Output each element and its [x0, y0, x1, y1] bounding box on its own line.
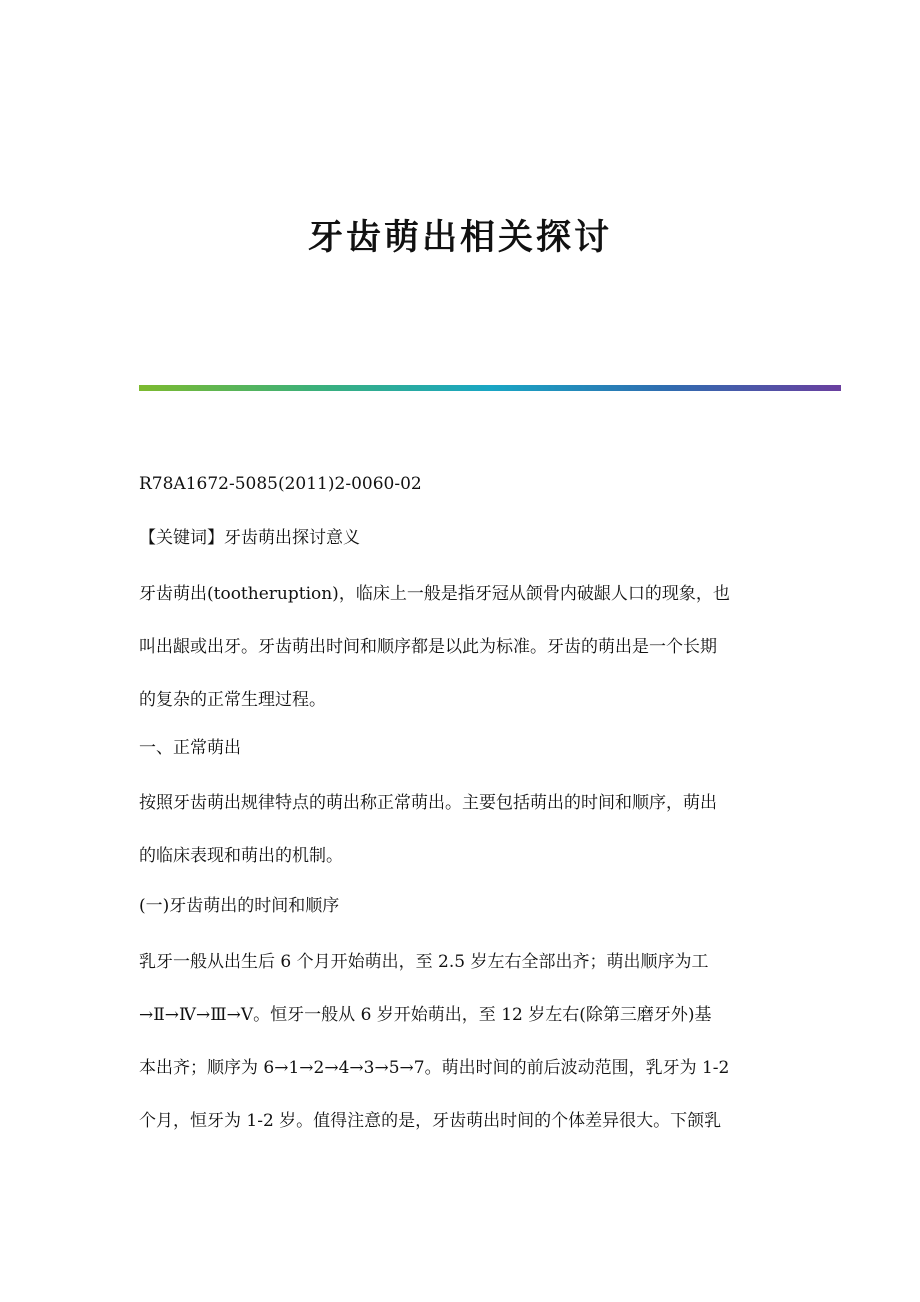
section1-paragraph [139, 777, 784, 883]
paragraph-line: 本出齐；顺序为 6→1→2→4→3→5→7。萌出时间的前后波动范围，乳牙为 1-2 [139, 1058, 730, 1078]
subsection1-paragraph [139, 936, 784, 1148]
title-divider [139, 385, 841, 391]
classification-code: R78A1672-5085(2011)2-0060-02 [139, 474, 422, 494]
paragraph-line: 个月，恒牙为 1-2 岁。值得注意的是，牙齿萌出时间的个体差异很大。下颌乳 [139, 1111, 722, 1131]
intro-paragraph [139, 568, 784, 727]
document-title: 牙齿萌出相关探讨 [307, 217, 612, 258]
keywords-line: 【关键词】牙齿萌出探讨意义 [139, 528, 360, 548]
paragraph-line: 乳牙一般从出生后 6 个月开始萌出，至 2.5 岁左右全部出齐；萌出顺序为工 [139, 952, 709, 972]
paragraph-line: →Ⅱ→Ⅳ→Ⅲ→V。恒牙一般从 6 岁开始萌出，至 12 岁左右(除第三磨牙外)基 [139, 1005, 712, 1025]
paragraph-line: 的复杂的正常生理过程。 [139, 690, 326, 710]
paragraph-line: 按照牙齿萌出规律特点的萌出称正常萌出。主要包括萌出的时间和顺序，萌出 [139, 793, 717, 813]
paragraph-line: 牙齿萌出(tootheruption)，临床上一般是指牙冠从颌骨内破龈人口的现象，也 [139, 584, 730, 604]
paragraph-line: 的临床表现和萌出的机制。 [139, 846, 343, 866]
subsection-heading: (一)牙齿萌出的时间和顺序 [139, 896, 340, 916]
paragraph-line: 叫出龈或出牙。牙齿萌出时间和顺序都是以此为标准。牙齿的萌出是一个长期 [139, 637, 717, 657]
section-heading: 一、正常萌出 [139, 738, 241, 758]
